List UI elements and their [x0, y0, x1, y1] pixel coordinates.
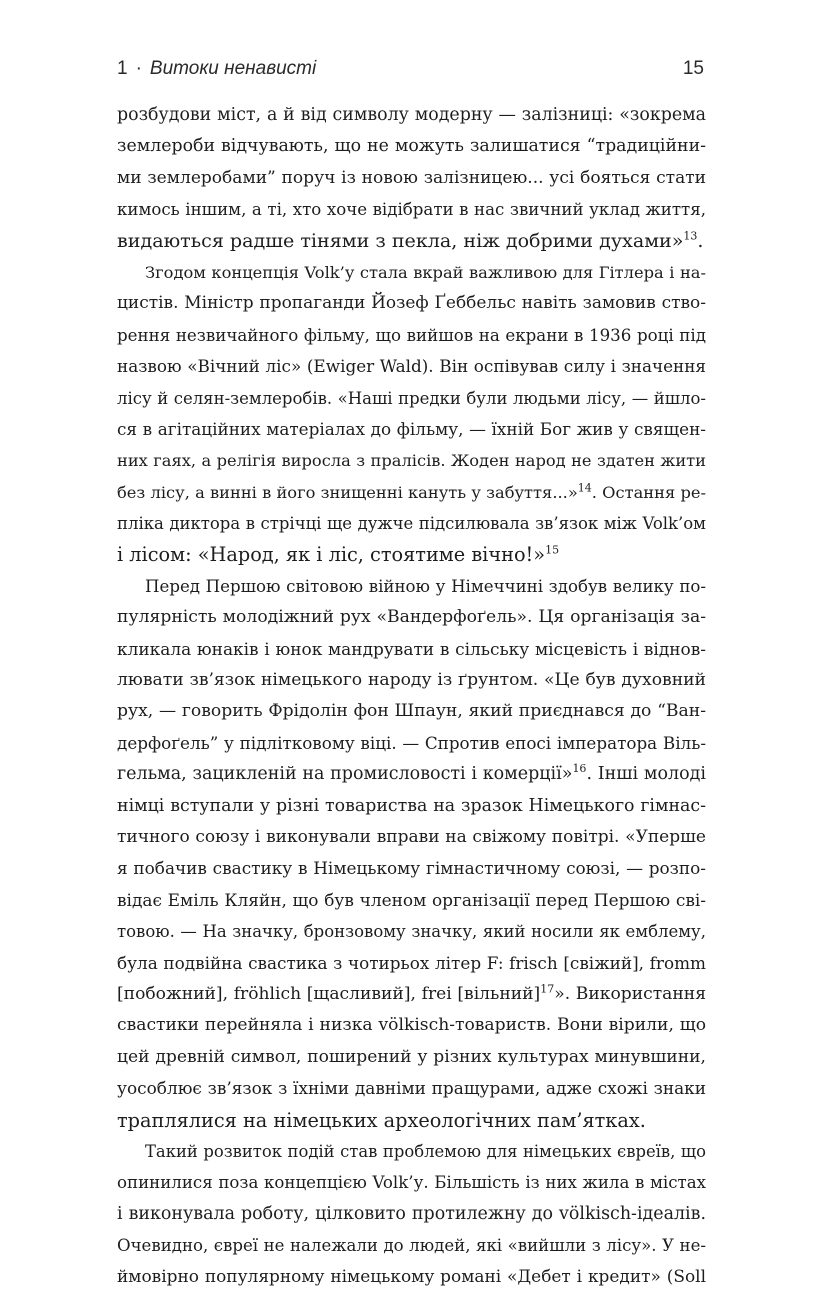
line-text: відає Еміль Кляйн, що був членом організації перед Першою сві- — [117, 889, 706, 910]
text-line — [117, 948, 706, 979]
line-text: уособлює зв’язок з їхніми давніми пращурами, адже схожі знаки — [117, 1078, 706, 1099]
line-text: гельма, зацикленій на промисловості і комерції» — [117, 764, 573, 785]
line-text: лювати зв’язок німецького народу із ґрунтом. «Це був духовний — [117, 670, 706, 691]
text-line — [117, 728, 706, 759]
line-text: рух, — говорить Фрідолін фон Шпаун, який приєднався до “Ван- — [117, 701, 706, 722]
text-line — [117, 100, 706, 131]
text-line — [117, 1167, 706, 1198]
text-line — [117, 1010, 706, 1041]
footnote-ref: 17 — [540, 982, 555, 996]
text-line — [117, 822, 706, 853]
text-line — [117, 320, 706, 351]
text-line — [117, 539, 706, 570]
text-line — [117, 571, 706, 602]
line-text: назвою «Вічний ліс» (Ewiger Wald). Він оспівував силу і значення — [117, 356, 706, 377]
text-line — [117, 477, 706, 508]
line-text: траплялися на німецьких археологічних пам’ятках. — [117, 1108, 646, 1132]
line-text: рення незвичайного фільму, що вийшов на екрани в 1936 році під — [117, 325, 706, 345]
page-number: 15 — [682, 58, 704, 79]
line-text: тичного союзу і виконували вправи на свіжому повітрі. «Уперше — [117, 826, 706, 847]
line-text: і виконувала роботу, цілковито протилежну до völkisch-ідеалів. — [117, 1203, 706, 1224]
line-text: Перед Першою світовою війною у Німеччині здобув велику по- — [145, 576, 706, 596]
line-text: Згодом концепція Volk’у стала вкрай важливою для Гітлера і на- — [145, 262, 706, 282]
line-text: кликала юнаків і юнок мандрувати в сільську місцевість і віднов- — [117, 638, 706, 659]
chapter-title: Витоки ненависті — [149, 58, 317, 79]
line-text-after: . Інші молоді — [586, 764, 707, 785]
text-line — [117, 916, 706, 947]
line-text: кимось іншим, а ті, хто хоче відібрати в нас звичний уклад життя, — [117, 200, 706, 220]
text-line — [117, 351, 706, 382]
text-line — [117, 759, 706, 790]
line-text: Очевидно, євреї не належали до людей, які «вийшли з лісу». У не- — [117, 1236, 706, 1256]
line-text-after: ». Використання — [554, 983, 706, 1004]
line-text: ми землеробами” поруч із новою залізницею... усі бояться стати — [117, 167, 706, 188]
text-line — [117, 1136, 706, 1167]
text-line — [117, 1105, 706, 1136]
text-line — [117, 383, 706, 414]
line-text: Такий розвиток подій став проблемою для німецьких євреїв, що — [145, 1141, 706, 1161]
line-text: цей древній символ, поширений у різних культурах минувшини, — [117, 1046, 706, 1067]
text-line — [117, 853, 706, 884]
text-line — [117, 979, 706, 1010]
line-text: опинилися поза концепцією Volk’у. Більшість із них жила в містах — [117, 1173, 706, 1193]
text-line — [117, 1073, 706, 1104]
text-line — [117, 131, 706, 162]
text-line — [117, 163, 706, 194]
line-text: я побачив свастику в Німецькому гімнастичному союзі, — розпо- — [117, 858, 706, 879]
line-text: них гаях, а релігія виросла з пралісів. Жоден народ не здатен жити — [117, 451, 706, 471]
line-text: видаються радше тінями з пекла, ніж добрими духами» — [117, 229, 684, 252]
line-text-after: . — [697, 229, 704, 252]
chapter-label — [117, 58, 316, 80]
text-line — [117, 696, 706, 727]
body-text — [117, 100, 706, 1293]
text-line — [117, 257, 706, 288]
line-text: цистів. Міністр пропаганди Йозеф Ґеббельс навіть замовив ство- — [117, 293, 706, 314]
running-header — [117, 58, 704, 92]
line-text-after: . Остання ре- — [591, 482, 706, 502]
text-line — [117, 226, 706, 257]
text-line — [117, 1199, 706, 1230]
line-text: товою. — На значку, бронзовому значку, який носили як емблему, — [117, 922, 706, 942]
text-line — [117, 602, 706, 633]
text-line — [117, 508, 706, 539]
text-line — [117, 1261, 706, 1292]
footnote-ref: 13 — [683, 229, 698, 243]
line-text: німці вступали у різні товариства на зразок Німецького гімнас- — [117, 795, 706, 816]
footnote-ref: 16 — [572, 762, 587, 776]
line-text: пулярність молодіжний рух «Вандерфоґель». Ця організація за- — [117, 607, 706, 628]
line-text: була подвійна свастика з чотирьох літер F: frisch [свіжий], fromm — [117, 952, 706, 973]
line-text: землероби відчувають, що не можуть залишатися “традиційни- — [117, 136, 706, 157]
text-line — [117, 791, 706, 822]
chapter-number: 1 — [117, 58, 128, 79]
header-separator: · — [135, 58, 142, 79]
line-text: [побожний], fröhlich [щасливий], frei [вільний] — [117, 983, 541, 1004]
line-text: ймовірно популярному німецькому романі «Дебет і кредит» (Soll — [117, 1266, 706, 1287]
line-text: розбудови міст, а й від символу модерну — залізниці: «зокрема — [117, 105, 706, 125]
text-line — [117, 1230, 706, 1261]
text-line — [117, 885, 706, 916]
line-text: лісу й селян-землеробів. «Наші предки були людьми лісу, — йшло- — [117, 388, 706, 408]
text-line — [117, 194, 706, 225]
text-line — [117, 1042, 706, 1073]
text-line — [117, 665, 706, 696]
text-line — [117, 445, 706, 476]
line-text: дерфоґель” у підлітковому віці. — Спротив епосі імператора Віль- — [117, 732, 706, 753]
line-text: пліка диктора в стрічці ще дужче підсилювала зв’язок між Volk’ом — [117, 514, 706, 534]
line-text: ся в агітаційних матеріалах до фільму, — їхній Бог жив у священ- — [117, 418, 706, 439]
text-line — [117, 634, 706, 665]
line-text: без лісу, а винні в його знищенні кануть у забуття...» — [117, 482, 578, 502]
footnote-ref: 15 — [545, 544, 560, 558]
text-line — [117, 414, 706, 445]
line-text: і лісом: «Народ, як і ліс, стоятиме вічно!» — [117, 543, 546, 567]
line-text: свастики перейняла і низка völkisch-товариств. Вони вірили, що — [117, 1015, 706, 1036]
footnote-ref: 14 — [577, 481, 592, 495]
text-line — [117, 288, 706, 319]
